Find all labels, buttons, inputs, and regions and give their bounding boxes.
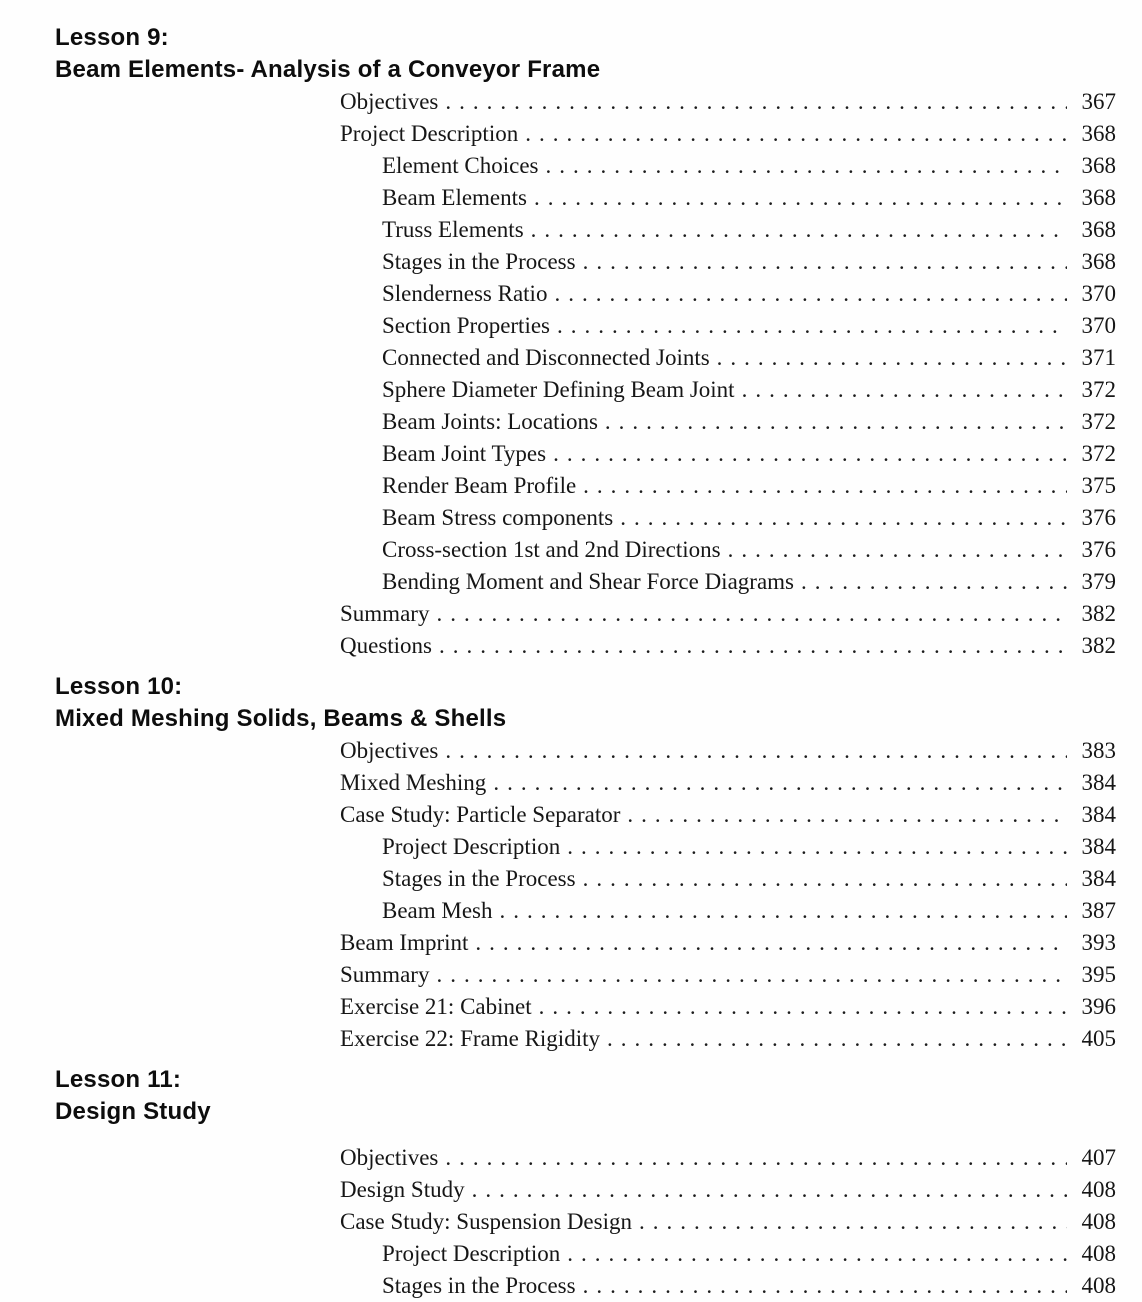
toc-entry-title: Bending Moment and Shear Force Diagrams <box>382 569 794 594</box>
dot-leader <box>639 1206 1067 1238</box>
toc-entry-title: Stages in the Process <box>382 249 576 274</box>
toc-entry-title: Mixed Meshing <box>340 770 487 795</box>
toc-entry-page-number: 387 <box>1081 898 1116 923</box>
toc-entry-title: Objectives <box>340 89 439 114</box>
toc-entry <box>340 502 1116 534</box>
toc-entry <box>340 246 1116 278</box>
toc-entry-title: Beam Imprint <box>340 930 469 955</box>
dot-leader <box>472 1174 1067 1206</box>
toc-entry <box>340 831 1116 863</box>
toc-entry <box>340 118 1116 150</box>
toc-entry-page-number: 372 <box>1081 441 1116 466</box>
dot-leader <box>534 182 1067 214</box>
lesson-title: Mixed Meshing Solids, Beams & Shells <box>55 705 507 732</box>
toc-entry-page-number: 396 <box>1081 994 1116 1019</box>
toc-entry-title: Cross-section 1st and 2nd Directions <box>382 537 721 562</box>
toc-entry-title: Summary <box>340 601 430 626</box>
toc-entry <box>340 182 1116 214</box>
dot-leader <box>500 895 1067 927</box>
toc-entry-title: Stages in the Process <box>382 866 576 891</box>
dot-leader <box>567 831 1067 863</box>
toc-entry-page-number: 375 <box>1081 473 1116 498</box>
toc-entry-title: Truss Elements <box>382 217 524 242</box>
toc-entry-title: Sphere Diameter Defining Beam Joint <box>382 377 735 402</box>
toc-entry <box>340 438 1116 470</box>
toc-entry-title: Objectives <box>340 1145 439 1170</box>
toc-entry-list <box>340 1142 1116 1302</box>
dot-leader <box>546 150 1068 182</box>
toc-entry-title: Exercise 22: Frame Rigidity <box>340 1026 600 1051</box>
toc-entry-page-number: 405 <box>1081 1026 1116 1051</box>
toc-entry <box>340 1142 1116 1174</box>
dot-leader <box>583 863 1067 895</box>
toc-entry-page-number: 379 <box>1081 569 1116 594</box>
toc-entry-title: Beam Joint Types <box>382 441 547 466</box>
dot-leader <box>583 470 1067 502</box>
toc-entry-page-number: 368 <box>1081 121 1116 146</box>
toc-entry-page-number: 372 <box>1081 377 1116 402</box>
toc-entry-page-number: 395 <box>1081 962 1116 987</box>
dot-leader <box>436 959 1067 991</box>
toc-entry-title: Beam Elements <box>382 185 527 210</box>
dot-leader <box>620 502 1067 534</box>
dot-leader <box>583 246 1067 278</box>
toc-entry-page-number: 408 <box>1081 1273 1116 1298</box>
toc-section <box>55 671 1142 1055</box>
toc-entry <box>340 310 1116 342</box>
dot-leader <box>439 630 1067 662</box>
dot-leader <box>553 438 1067 470</box>
toc-entry-page-number: 408 <box>1081 1177 1116 1202</box>
dot-leader <box>554 278 1067 310</box>
toc-entry-title: Project Description <box>340 121 519 146</box>
dot-leader <box>605 406 1067 438</box>
toc-entry-title: Slenderness Ratio <box>382 281 548 306</box>
dot-leader <box>445 735 1067 767</box>
toc-entry-page-number: 384 <box>1081 834 1116 859</box>
toc-entry <box>340 927 1116 959</box>
dot-leader <box>557 310 1067 342</box>
lesson-heading <box>55 671 1142 735</box>
toc-entry-page-number: 408 <box>1081 1241 1116 1266</box>
dot-leader <box>742 374 1067 406</box>
toc-entry-page-number: 372 <box>1081 409 1116 434</box>
toc-entry-page-number: 370 <box>1081 313 1116 338</box>
toc-entry-title: Element Choices <box>382 153 539 178</box>
toc-entry <box>340 1270 1116 1302</box>
toc-entry <box>340 630 1116 662</box>
toc-entry <box>340 1206 1116 1238</box>
dot-leader <box>493 767 1067 799</box>
toc-entry-title: Summary <box>340 962 430 987</box>
lesson-label: Lesson 9: <box>55 24 169 51</box>
toc-entry <box>340 374 1116 406</box>
toc-entry-title: Beam Joints: Locations <box>382 409 598 434</box>
toc-entry-title: Beam Mesh <box>382 898 493 923</box>
toc-entry-page-number: 393 <box>1081 930 1116 955</box>
toc-entry <box>340 1238 1116 1270</box>
toc-entry-page-number: 368 <box>1081 217 1116 242</box>
toc-entry-page-number: 376 <box>1081 537 1116 562</box>
toc-entry-title: Beam Stress components <box>382 505 614 530</box>
lesson-title: Design Study <box>55 1098 211 1125</box>
toc-entry-page-number: 384 <box>1081 802 1116 827</box>
toc-entry <box>340 406 1116 438</box>
toc-entry <box>340 1023 1116 1055</box>
toc-entry-page-number: 371 <box>1081 345 1116 370</box>
toc-entry-page-number: 384 <box>1081 770 1116 795</box>
toc-entry <box>340 598 1116 630</box>
toc-entry-page-number: 382 <box>1081 633 1116 658</box>
dot-leader <box>801 566 1067 598</box>
toc-entry-title: Case Study: Particle Separator <box>340 802 621 827</box>
toc-sections <box>55 22 1142 1302</box>
toc-entry <box>340 86 1116 118</box>
toc-section <box>55 1064 1142 1302</box>
toc-entry-title: Stages in the Process <box>382 1273 576 1298</box>
dot-leader <box>436 598 1067 630</box>
toc-entry-list <box>340 86 1116 662</box>
toc-entry-title: Render Beam Profile <box>382 473 577 498</box>
toc-entry-page-number: 368 <box>1081 249 1116 274</box>
dot-leader <box>728 534 1067 566</box>
toc-entry <box>340 278 1116 310</box>
toc-entry-list <box>340 735 1116 1055</box>
dot-leader <box>539 991 1067 1023</box>
toc-entry <box>340 959 1116 991</box>
dot-leader <box>445 1142 1067 1174</box>
toc-entry <box>340 470 1116 502</box>
toc-entry-page-number: 368 <box>1081 153 1116 178</box>
dot-leader <box>607 1023 1067 1055</box>
dot-leader <box>525 118 1067 150</box>
lesson-label: Lesson 11: <box>55 1066 182 1093</box>
toc-entry-title: Project Description <box>382 834 561 859</box>
toc-entry-page-number: 407 <box>1081 1145 1116 1170</box>
toc-entry <box>340 863 1116 895</box>
toc-section <box>55 22 1142 662</box>
dot-leader <box>627 799 1067 831</box>
toc-entry-page-number: 370 <box>1081 281 1116 306</box>
lesson-heading <box>55 22 1142 86</box>
toc-entry-page-number: 367 <box>1081 89 1116 114</box>
toc-entry-page-number: 384 <box>1081 866 1116 891</box>
toc-entry-title: Exercise 21: Cabinet <box>340 994 532 1019</box>
toc-entry-page-number: 368 <box>1081 185 1116 210</box>
toc-entry-title: Questions <box>340 633 432 658</box>
toc-entry-title: Design Study <box>340 1177 465 1202</box>
toc-entry-page-number: 382 <box>1081 601 1116 626</box>
lesson-title: Beam Elements- Analysis of a Conveyor Frame <box>55 56 601 83</box>
toc-entry <box>340 1174 1116 1206</box>
lesson-heading <box>55 1064 1142 1128</box>
toc-entry <box>340 799 1116 831</box>
toc-entry <box>340 214 1116 246</box>
toc-entry <box>340 735 1116 767</box>
dot-leader <box>717 342 1067 374</box>
toc-entry-page-number: 383 <box>1081 738 1116 763</box>
dot-leader <box>583 1270 1067 1302</box>
toc-entry-title: Section Properties <box>382 313 550 338</box>
toc-entry-title: Objectives <box>340 738 439 763</box>
toc-entry <box>340 767 1116 799</box>
dot-leader <box>475 927 1067 959</box>
toc-entry <box>340 895 1116 927</box>
toc-entry-title: Case Study: Suspension Design <box>340 1209 632 1234</box>
toc-entry-title: Connected and Disconnected Joints <box>382 345 710 370</box>
toc-entry-page-number: 408 <box>1081 1209 1116 1234</box>
toc-entry <box>340 991 1116 1023</box>
toc-entry <box>340 342 1116 374</box>
toc-entry-page-number: 376 <box>1081 505 1116 530</box>
toc-entry-title: Project Description <box>382 1241 561 1266</box>
dot-leader <box>567 1238 1067 1270</box>
toc-entry <box>340 566 1116 598</box>
toc-entry <box>340 534 1116 566</box>
dot-leader <box>531 214 1067 246</box>
lesson-label: Lesson 10: <box>55 673 183 700</box>
toc-entry <box>340 150 1116 182</box>
dot-leader <box>445 86 1067 118</box>
